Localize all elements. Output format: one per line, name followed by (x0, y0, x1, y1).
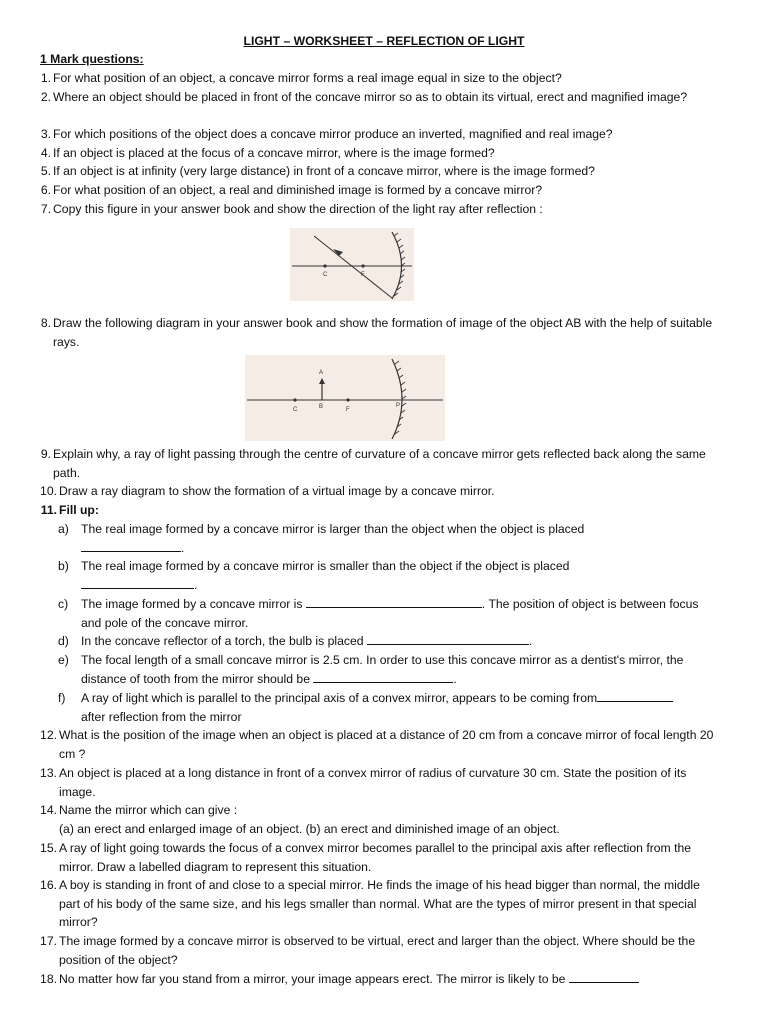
question-10: 10. Draw a ray diagram to show the formation of a virtual image by a concave mirror. (40, 484, 495, 498)
fill-up-d: d) In the concave reflector of a torch, the bulb is placed . (58, 634, 533, 648)
question-11: 11. Fill up: (40, 503, 99, 517)
question-9: 9. Explain why, a ray of light passing through the centre of curvature of a concave mirror gets reflected back along the same path. (40, 447, 706, 480)
ray-figure-2 (245, 355, 445, 441)
question-17: 17. The image formed by a concave mirror is observed to be virtual, erect and larger than the object. Where should be the position of the object? (40, 934, 696, 967)
point-f (346, 398, 349, 401)
blank-a[interactable] (81, 539, 181, 552)
question-13: 13. An object is placed at a long distance in front of a convex mirror of radius of curvature 30 cm. State the position of its image. (40, 766, 687, 799)
question-12: 12. What is the position of the image when an object is placed at a distance of 20 cm from a concave mirror of focal length 20 cm ? (40, 728, 714, 761)
blank-b[interactable] (81, 576, 194, 589)
blank-d[interactable] (367, 632, 529, 645)
question-5: 5. If an object is at infinity (very large distance) in front of a concave mirror, where is the image formed? (40, 164, 595, 178)
label-c: C (323, 272, 328, 278)
question-4: 4. If an object is placed at the focus of a concave mirror, where is the image formed? (40, 146, 495, 160)
section-heading: 1 Mark questions: (40, 52, 144, 66)
label-a: A (319, 370, 324, 376)
label-b: B (319, 404, 324, 410)
page-title: LIGHT – WORKSHEET – REFLECTION OF LIGHT (243, 34, 525, 48)
fill-up-b: b) The real image formed by a concave mirror is smaller than the object if the object is placed . (58, 559, 570, 592)
label-p: P (396, 403, 401, 409)
question-2: 2. Where an object should be placed in front of the concave mirror so as to obtain its virtual, erect and magnified image? (40, 90, 688, 104)
fill-up-f: f) A ray of light which is parallel to the principal axis of a convex mirror, appears to be coming from after reflection from the mirror (58, 689, 718, 726)
label-c: C (293, 407, 298, 413)
question-1: 1. For what position of an object, a concave mirror forms a real image equal in size to the object? (40, 71, 562, 85)
point-c (293, 398, 296, 401)
blank-e[interactable] (313, 670, 453, 683)
question-14: 14. Name the mirror which can give : (a) an erect and enlarged image of an object. (b) an erect and diminished image of an object. (40, 803, 560, 836)
question-7: 7. Copy this figure in your answer book and show the direction of the light ray after reflection : (40, 202, 543, 216)
question-15: 15. A ray of light going towards the focus of a convex mirror becomes parallel to the principal axis after reflection from the mirror. Draw a labelled diagram to represent this situation. (40, 841, 692, 874)
question-6: 6. For what position of an object, a real and diminished image is formed by a concave mirror? (40, 183, 543, 197)
blank-f[interactable] (597, 689, 673, 702)
fill-up-e: e) The focal length of a small concave mirror is 2.5 cm. In order to use this concave mirror as a dentist's mirror, the distance of tooth from the mirror should be . (58, 653, 684, 686)
label-f: F (346, 407, 350, 413)
question-18: 18. No matter how far you stand from a mirror, your image appears erect. The mirror is likely to be (33, 970, 723, 989)
fill-up-a: a) The real image formed by a concave mirror is larger than the object when the object is placed . (58, 522, 585, 555)
question-14-parts: (a) an erect and enlarged image of an object. (b) an erect and diminished image of an object. (59, 821, 560, 836)
figure-2-background (245, 355, 445, 441)
ray-figure-1 (290, 228, 414, 301)
question-16: 16. A boy is standing in front of and close to a special mirror. He finds the image of his head bigger than normal, the middle part of his body of the same size, and his legs smaller than normal. What are the types of mirror present in that special mirror? (40, 878, 700, 929)
blank-18[interactable] (569, 970, 639, 983)
label-f: F (361, 272, 365, 278)
point-c (323, 264, 326, 267)
blank-c[interactable] (306, 595, 482, 608)
question-3: 3. For which positions of the object does a concave mirror produce an inverted, magnified and real image? (40, 127, 613, 141)
question-8: 8. Draw the following diagram in your answer book and show the formation of image of the object AB with the help of suitable rays. (40, 316, 713, 349)
fill-up-c: c) The image formed by a concave mirror is . The position of object is between focus and pole of the concave mirror. (58, 597, 699, 630)
point-f (361, 264, 364, 267)
